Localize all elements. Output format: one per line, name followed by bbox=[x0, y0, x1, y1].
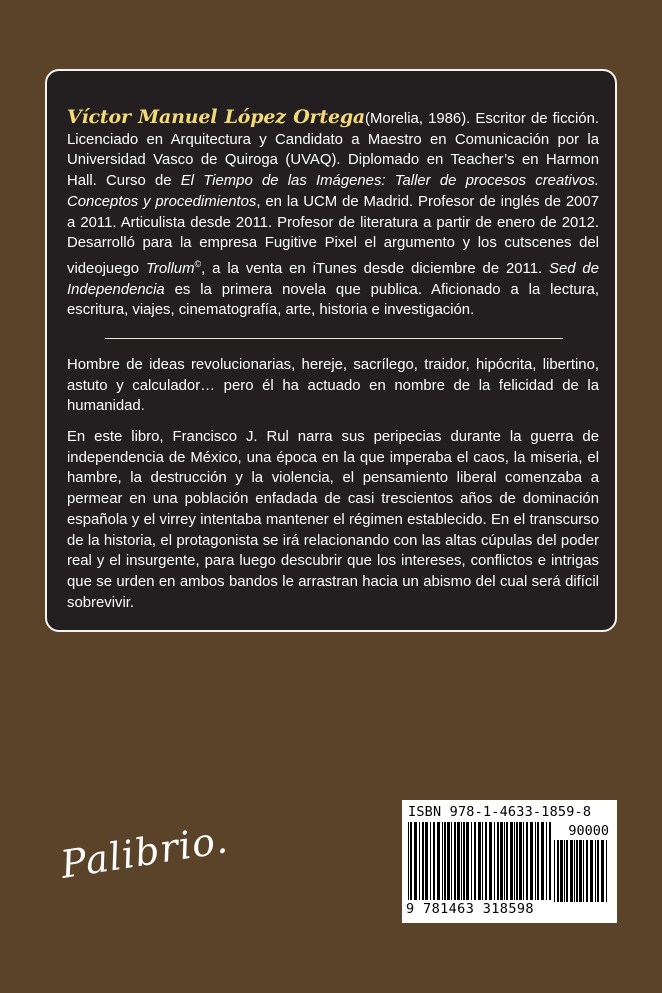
barcode-bar bbox=[408, 822, 409, 900]
barcode-bar bbox=[489, 822, 492, 900]
barcode-bar bbox=[514, 822, 515, 900]
synopsis-paragraph-1: Hombre de ideas revolucionarias, hereje, sacrílego, traidor, hipócrita, libertino, astuto y calculador… pero él ha actuado en nombre de la felicidad de la humanidad. bbox=[67, 357, 599, 415]
barcode-bar bbox=[454, 822, 456, 900]
price-code: 90000 bbox=[568, 823, 609, 839]
barcode-bar bbox=[574, 840, 575, 902]
barcode-bar bbox=[546, 822, 547, 900]
barcode-bar bbox=[590, 840, 593, 902]
ean-digits: 9 781463 318598 bbox=[406, 901, 534, 917]
barcode-bar bbox=[526, 822, 528, 900]
barcode-bar bbox=[463, 822, 465, 900]
barcode-bar bbox=[494, 822, 495, 900]
publisher-logo: Palibrio. bbox=[57, 817, 232, 887]
isbn-label: ISBN 978-1-4633-1859-8 bbox=[408, 804, 592, 820]
barcode-bar bbox=[506, 822, 508, 900]
novel-title: Sed de Independencia bbox=[67, 260, 599, 298]
barcode-bar bbox=[500, 822, 503, 900]
barcode-addon-bars bbox=[554, 840, 610, 904]
barcode-bar bbox=[457, 822, 460, 900]
barcode-bar bbox=[523, 822, 524, 900]
barcode-bar bbox=[560, 840, 563, 902]
barcode-bar bbox=[433, 822, 435, 900]
barcode-bar bbox=[554, 840, 555, 902]
barcode-bar bbox=[419, 822, 420, 900]
barcode-bar bbox=[597, 840, 599, 902]
barcode-bar bbox=[466, 822, 469, 900]
barcode-bar bbox=[410, 822, 412, 900]
barcode-bar bbox=[430, 822, 431, 900]
barcode-bar bbox=[516, 822, 518, 900]
section-divider bbox=[105, 338, 563, 339]
isbn-barcode bbox=[402, 800, 617, 923]
barcode-bar bbox=[461, 822, 462, 900]
barcode-bar bbox=[478, 822, 481, 900]
barcode-bar bbox=[579, 840, 582, 902]
barcode-bar bbox=[510, 822, 513, 900]
barcode-bar bbox=[566, 840, 568, 902]
barcode-bar bbox=[606, 840, 607, 902]
barcode-bar bbox=[541, 822, 544, 900]
barcode-bar bbox=[530, 822, 533, 900]
barcode-bar bbox=[442, 822, 443, 900]
barcode-bar bbox=[595, 840, 596, 902]
barcode-bar bbox=[601, 840, 604, 902]
bio-text-3: , a la venta en iTunes desde diciembre de 2011. bbox=[201, 260, 550, 277]
barcode-bar bbox=[485, 822, 487, 900]
barcode-main-bars bbox=[408, 822, 552, 904]
videogame-title: Trollum bbox=[145, 260, 195, 277]
copyright-symbol: © bbox=[194, 258, 202, 269]
barcode-bar bbox=[586, 840, 588, 902]
barcode-bar bbox=[564, 840, 565, 902]
bio-text-4: es la primera novela que publica. Aficionado a la lectura, escritura, viajes, cinematografía, arte, historia e investigación. bbox=[67, 281, 599, 319]
barcode-bar bbox=[474, 822, 476, 900]
barcode-bar bbox=[519, 822, 522, 900]
barcode-bar bbox=[414, 822, 417, 900]
barcode-bar bbox=[422, 822, 424, 900]
barcode-bar bbox=[437, 822, 440, 900]
barcode-bar bbox=[535, 822, 536, 900]
barcode-bar bbox=[444, 822, 446, 900]
barcode-bar bbox=[549, 822, 551, 900]
author-name: Víctor Manuel López Ortega bbox=[67, 106, 366, 128]
synopsis-paragraph-2: En este libro, Francisco J. Rul narra sus peripecias durante la guerra de independencia de México, una época en la que imperaba el caos, la miseria, el hambre, la destrucción y la violencia, el pensamiento liberal comenzaba a permear en una población enfadada de casi trescientos años de dominación española y el virrey intentaba mantener el régimen establecido. En el transcurso de la historia, el protagonista se irá relacionando con las altas cúpulas del poder real y el insurgente, para luego descubrir que los intereses, conflictos e intrigas que se urden en ambos bandos le arrastran hacia un abismo del cual será difícil sobrevivir. bbox=[67, 429, 599, 611]
author-bio bbox=[67, 107, 599, 321]
bio-text-1: (Morelia, 1986). Escritor de ficción. Licenciado en Arquitectura y Candidato a Maestro en Comunicación por la Universidad Vasco de Quiroga (UVAQ). Diplomado en Teacher’s en Harmon Hall. Curso de bbox=[67, 111, 599, 190]
barcode-bar bbox=[583, 840, 584, 902]
bio-text-2: , en la UCM de Madrid. Profesor de inglés de 2007 a 2011. Articulista desde 2011. Profesor de literatura a partir de enero de 2012. Desarrolló para la empresa Fugitive Pixel el argumento y los cutscenes del videojuego bbox=[67, 193, 599, 277]
back-cover-text-panel bbox=[45, 69, 617, 632]
course-title: El Tiempo de las Imágenes: Taller de procesos creativos. Conceptos y procedimientos bbox=[67, 173, 600, 210]
barcode-bar bbox=[557, 840, 559, 902]
barcode-bar bbox=[482, 822, 483, 900]
barcode-bar bbox=[471, 822, 472, 900]
barcode-bar bbox=[497, 822, 499, 900]
barcode-bar bbox=[425, 822, 428, 900]
barcode-bar bbox=[576, 840, 578, 902]
barcode-bar bbox=[570, 840, 573, 902]
barcode-bar bbox=[504, 822, 505, 900]
barcode-bar bbox=[537, 822, 539, 900]
barcode-bar bbox=[451, 822, 452, 900]
barcode-bar bbox=[447, 822, 450, 900]
